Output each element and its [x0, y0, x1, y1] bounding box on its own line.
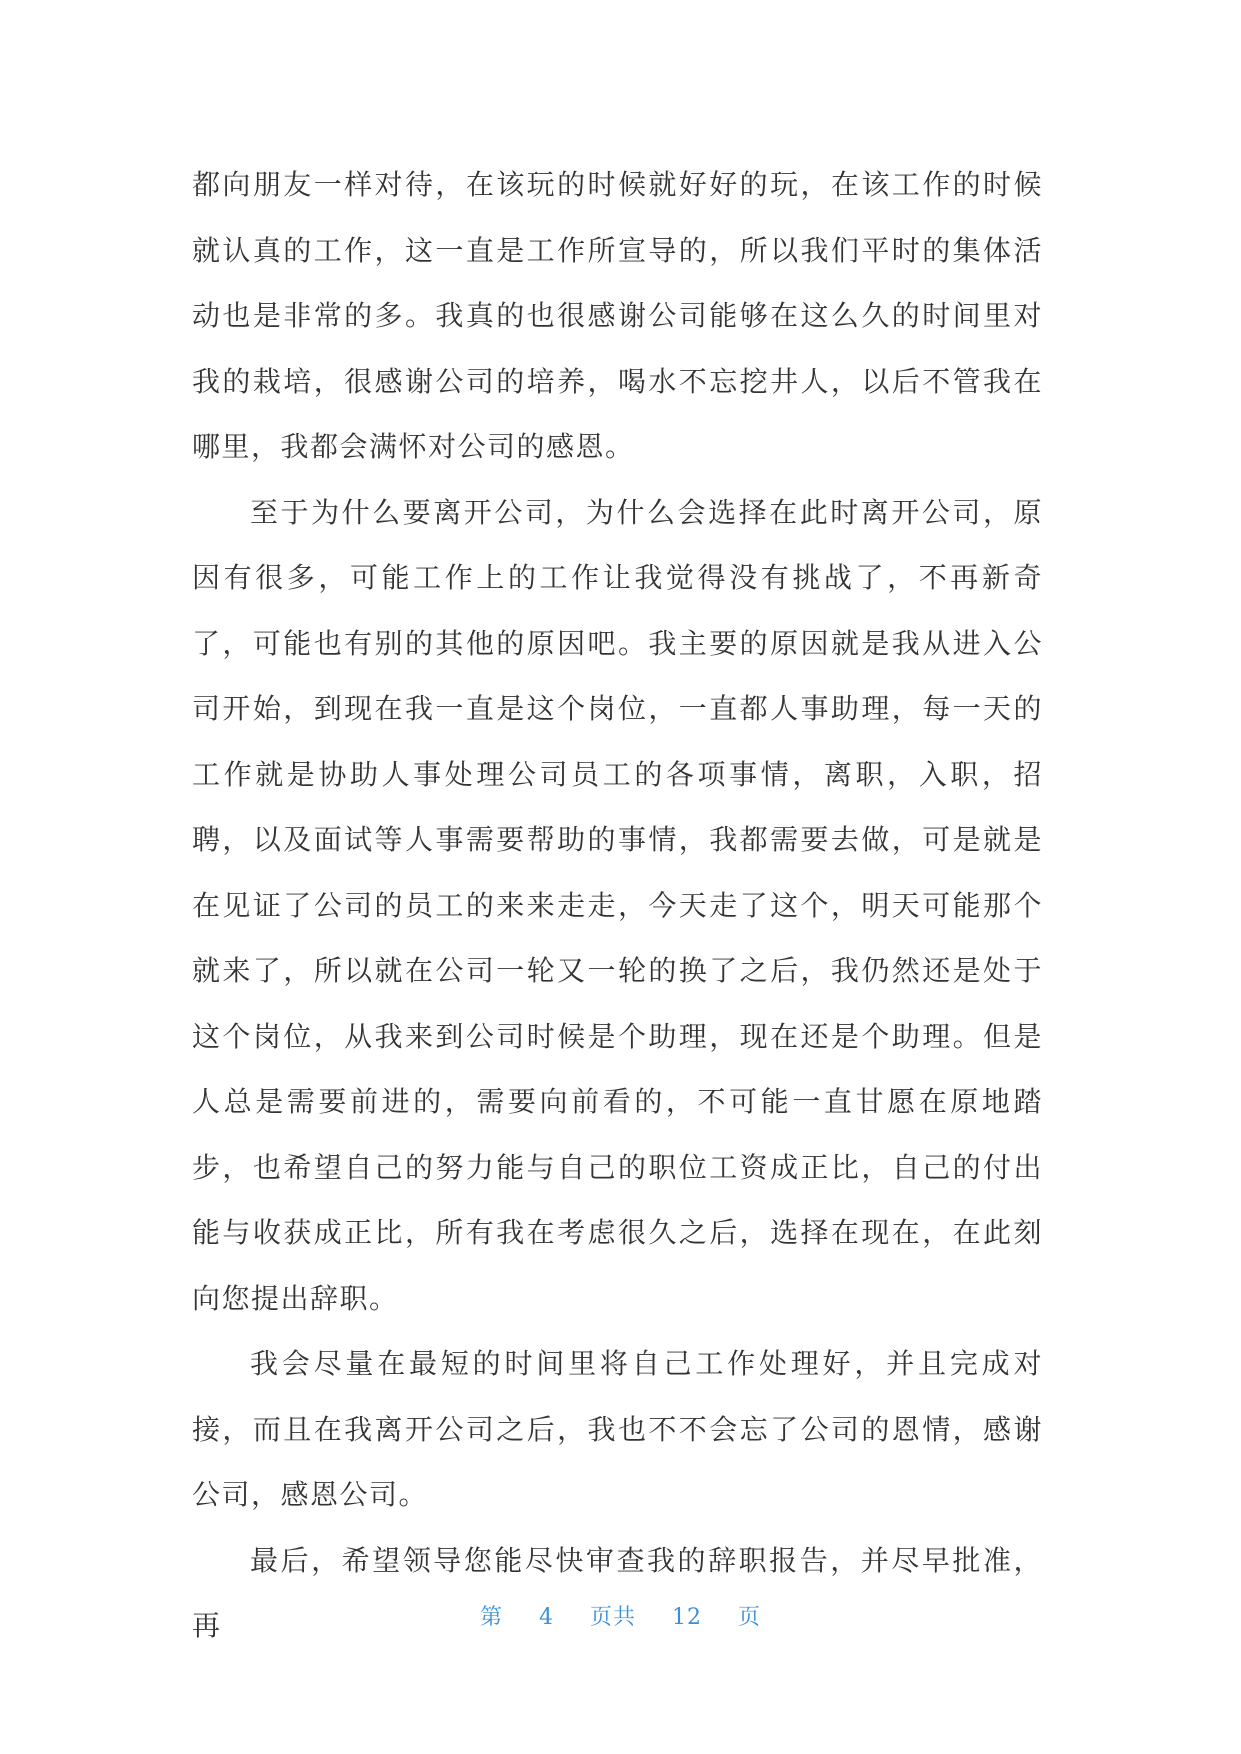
current-page-number: 4	[538, 1605, 554, 1630]
footer-suffix: 页	[738, 1605, 762, 1630]
body-paragraph: 最后，希望领导您能尽快审查我的辞职报告，并尽早批准，再	[192, 1543, 1043, 1642]
page-body	[192, 152, 1043, 1659]
footer-middle: 页共	[589, 1605, 636, 1630]
body-paragraph: 我会尽量在最短的时间里将自己工作处理好，并且完成对接，而且在我离开公司之后，我也不不会忘了公司的恩情，感谢公司，感恩公司。	[192, 1347, 1043, 1511]
body-paragraph: 至于为什么要离开公司，为什么会选择在此时离开公司，原因有很多，可能工作上的工作让我觉得没有挑战了，不再新奇了，可能也有别的其他的原因吧。我主要的原因就是我从进入公司开始，到现在我一直是这个岗位，一直都人事助理，每一天的工作就是协助人事处理公司员工的各项事情，离职，入职，招聘，以及面试等人事需要帮助的事情，我都需要去做，可是就是在见证了公司的员工的来来走走，今天走了这个，明天可能那个就来了，所以就在公司一轮又一轮的换了之后，我仍然还是处于这个岗位，从我来到公司时候是个助理，现在还是个助理。但是人总是需要前进的，需要向前看的，不可能一直甘愿在原地踏步，也希望自己的努力能与自己的职位工资成正比，自己的付出能与收获成正比，所有我在考虑很久之后，选择在现在，在此刻向您提出辞职。	[192, 495, 1043, 1315]
body-paragraph: 都向朋友一样对待，在该玩的时候就好好的玩，在该工作的时候就认真的工作，这一直是工作所宣导的，所以我们平时的集体活动也是非常的多。我真的也很感谢公司能够在这么久的时间里对我的栽培，很感谢公司的培养，喝水不忘挖井人，以后不管我在哪里，我都会满怀对公司的感恩。	[192, 168, 1043, 463]
page-footer	[0, 1600, 1241, 1631]
total-pages-number: 12	[672, 1605, 702, 1630]
footer-prefix: 第	[479, 1605, 503, 1630]
